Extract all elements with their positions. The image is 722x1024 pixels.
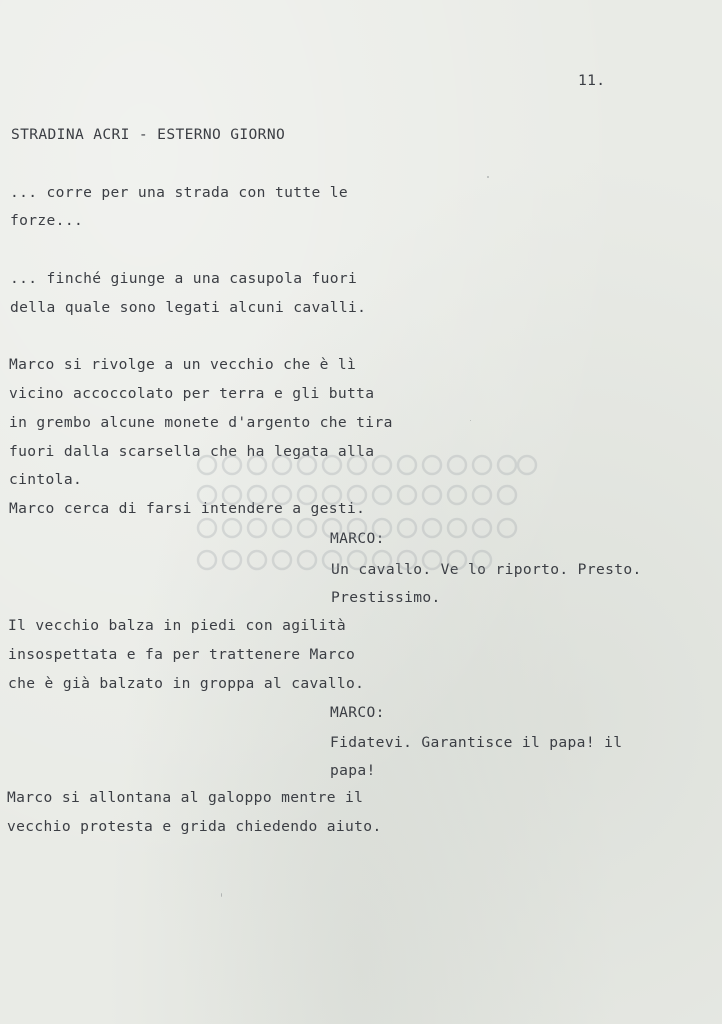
- scene-heading: STRADINA ACRI - ESTERNO GIORNO: [11, 126, 286, 143]
- action-line: Marco cerca di farsi intendere a gesti.: [9, 500, 366, 517]
- action-line: vecchio protesta e grida chiedendo aiuto.: [7, 818, 382, 835]
- action-line: fuori dalla scarsella che ha legata alla: [9, 443, 375, 460]
- dialogue-line: Fidatevi. Garantisce il papa! il: [330, 734, 623, 751]
- action-line: forze...: [10, 212, 84, 229]
- character-cue: MARCO:: [330, 530, 385, 547]
- action-line: Marco si allontana al galoppo mentre il: [7, 789, 364, 806]
- dialogue-line: papa!: [330, 762, 376, 779]
- paper-speck: [487, 176, 489, 178]
- action-line: cintola.: [9, 471, 83, 488]
- action-line: ... finché giunge a una casupola fuori: [10, 270, 358, 287]
- action-line: Il vecchio balza in piedi con agilità: [8, 617, 347, 634]
- action-line: che è già balzato in groppa al cavallo.: [8, 675, 365, 692]
- action-line: vicino accoccolato per terra e gli butta: [9, 385, 375, 402]
- action-line: della quale sono legati alcuni cavalli.: [10, 299, 367, 316]
- dialogue-line: Prestissimo.: [331, 589, 441, 606]
- paper-speck: [470, 420, 471, 421]
- paper-speck: [221, 893, 222, 897]
- page-number: 11.: [578, 72, 606, 89]
- dialogue-line: Un cavallo. Ve lo riporto. Presto.: [331, 561, 642, 578]
- action-line: in grembo alcune monete d'argento che tira: [9, 414, 393, 431]
- character-cue: MARCO:: [330, 704, 385, 721]
- action-line: ... corre per una strada con tutte le: [10, 184, 349, 201]
- action-line: insospettata e fa per trattenere Marco: [8, 646, 356, 663]
- action-line: Marco si rivolge a un vecchio che è lì: [9, 356, 357, 373]
